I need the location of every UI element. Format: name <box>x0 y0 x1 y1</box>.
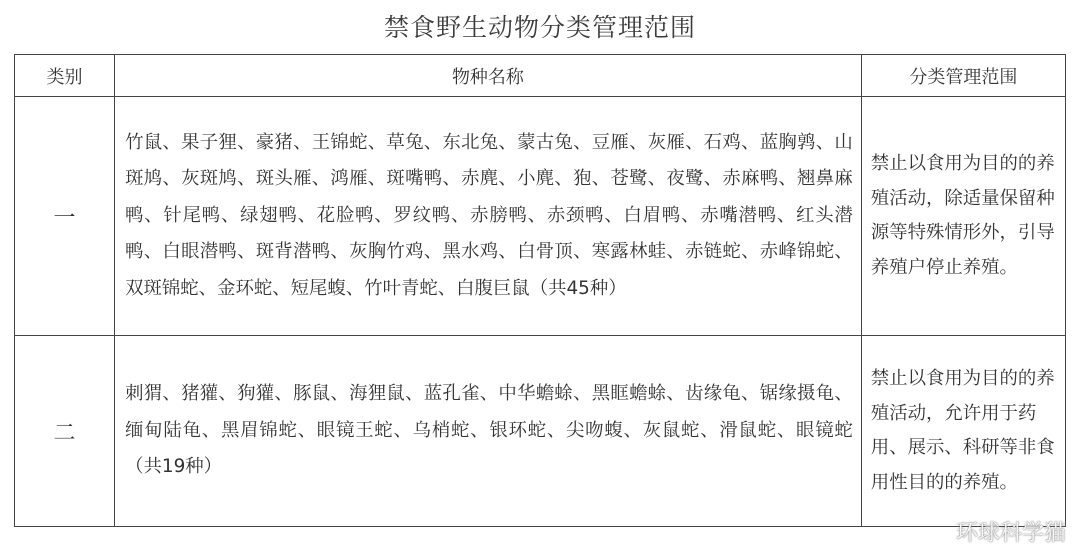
management-cell: 禁止以食用为目的的养殖活动，除适量保留种源等特殊情形外，引导养殖户停止养殖。 <box>861 97 1065 336</box>
header-management-scope: 分类管理范围 <box>861 55 1065 97</box>
species-cell: 刺猬、猪獾、狗獾、豚鼠、海狸鼠、蓝孔雀、中华蟾蜍、黑眶蟾蜍、齿缘龟、锯缘摄龟、缅甸陆龟、黑眉锦蛇、眼镜王蛇、乌梢蛇、银环蛇、尖吻蝮、灰鼠蛇、滑鼠蛇、眼镜蛇（共19种） <box>115 336 862 527</box>
species-cell: 竹鼠、果子狸、豪猪、王锦蛇、草兔、东北兔、蒙古兔、豆雁、灰雁、石鸡、蓝胸鹑、山斑鸠、灰斑鸠、斑头雁、鸿雁、斑嘴鸭、赤麂、小麂、狍、苍鹭、夜鹭、赤麻鸭、翘鼻麻鸭、针尾鸭、绿翅鸭、花脸鸭、罗纹鸭、赤膀鸭、赤颈鸭、白眉鸭、赤嘴潜鸭、红头潜鸭、白眼潜鸭、斑背潜鸭、灰胸竹鸡、黑水鸡、白骨顶、寒露林蛙、赤链蛇、赤峰锦蛇、双斑锦蛇、金环蛇、短尾蝮、竹叶青蛇、白腹巨鼠（共45种） <box>115 97 862 336</box>
category-cell: 二 <box>15 336 115 527</box>
header-category: 类别 <box>15 55 115 97</box>
header-species-name: 物种名称 <box>115 55 862 97</box>
table-row <box>15 97 1066 336</box>
page-title: 禁食野生动物分类管理范围 <box>383 13 696 42</box>
category-cell: 一 <box>15 97 115 336</box>
watermark: 环球科学猫 <box>955 521 1066 546</box>
classification-table <box>14 54 1066 527</box>
table-header-row <box>15 55 1066 97</box>
table-row <box>15 336 1066 527</box>
management-cell: 禁止以食用为目的的养殖活动，允许用于药用、展示、科研等非食用性目的的养殖。 <box>861 336 1065 527</box>
